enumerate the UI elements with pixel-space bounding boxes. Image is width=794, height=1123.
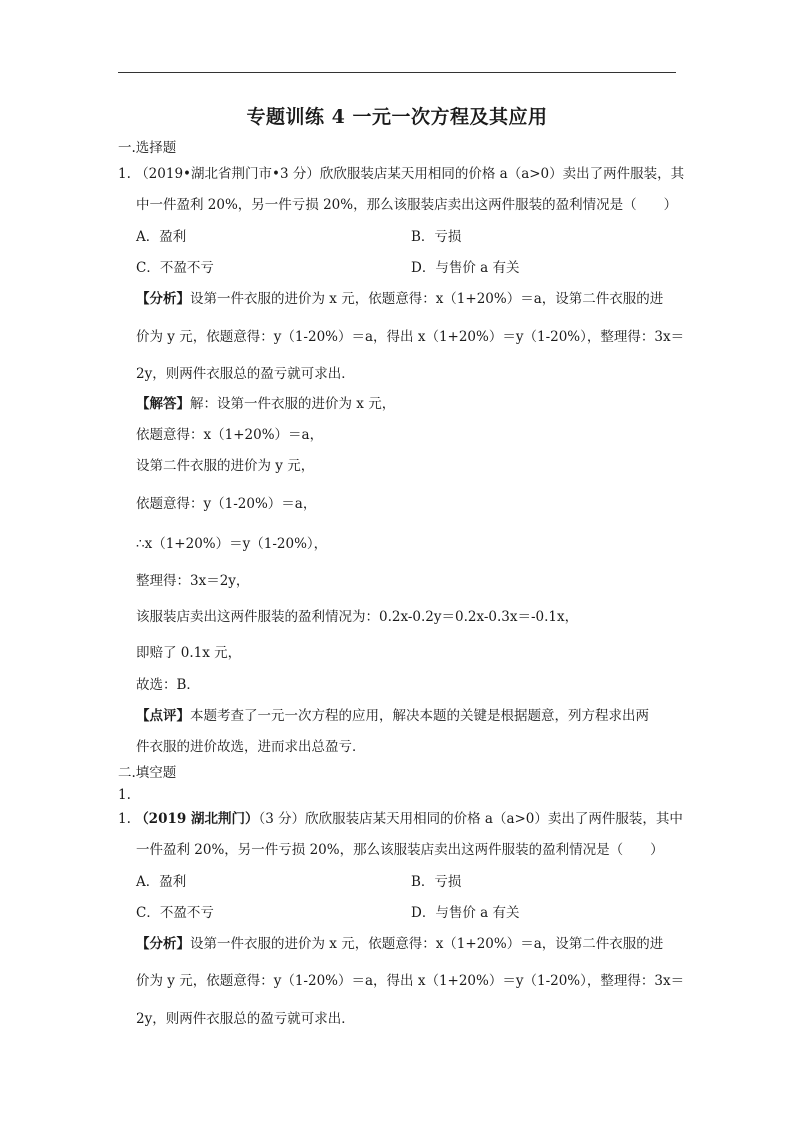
analysis-text: 设第一件衣服的进价为 x 元，依题意得：x（1+20%）＝a，设第二件衣服的进 bbox=[190, 291, 664, 307]
analysis-line-3: 2y，则两件衣服总的盈亏就可求出． bbox=[136, 366, 355, 382]
question-source: （2019 湖北荆门） bbox=[135, 811, 259, 827]
answer-line-3: 设第二件衣服的进价为 y 元， bbox=[136, 458, 315, 474]
analysis-line-2: 价为 y 元，依题意得：y（1-20%）＝a，得出 x（1+20%）＝y（1-20%），整理得：3x＝ bbox=[136, 973, 685, 989]
comment-text: 本题考查了一元一次方程的应用，解决本题的关键是根据题意，列方程求出两 bbox=[190, 708, 649, 724]
answer-line-6: 整理得：3x＝2y， bbox=[136, 573, 250, 589]
comment-line-2: 件衣服的进价故选，进而求出总盈亏． bbox=[136, 739, 366, 755]
question-number: 1. bbox=[118, 811, 131, 827]
question-2-stem-line-1 bbox=[118, 810, 683, 828]
section-heading-fill: 二.填空题 bbox=[118, 765, 177, 781]
analysis-line-1 bbox=[136, 290, 663, 308]
comment-tag: 【点评】 bbox=[136, 708, 190, 724]
question-stem: （3 分）欣欣服装店某天用相同的价格 a（a>0）卖出了两件服装，其中 bbox=[258, 811, 683, 827]
option-b: B．亏损 bbox=[411, 229, 462, 245]
page-title: 专题训练 4 一元一次方程及其应用 bbox=[246, 106, 548, 128]
option-a: A．盈利 bbox=[136, 874, 187, 890]
answer-line-9: 故选：B． bbox=[136, 677, 200, 693]
analysis-text: 设第一件衣服的进价为 x 元，依题意得：x（1+20%）＝a，设第二件衣服的进 bbox=[190, 936, 664, 952]
answer-line-2: 依题意得：x（1+20%）＝a， bbox=[136, 427, 324, 443]
analysis-line-2: 价为 y 元，依题意得：y（1-20%）＝a，得出 x（1+20%）＝y（1-20%），整理得：3x＝ bbox=[136, 329, 685, 345]
analysis-line-3: 2y，则两件衣服总的盈亏就可求出． bbox=[136, 1011, 355, 1027]
answer-line-8: 即赔了 0.1x 元， bbox=[136, 645, 242, 661]
question-1-stem-line-1 bbox=[118, 165, 684, 183]
section-heading-choice: 一.选择题 bbox=[118, 140, 177, 156]
question-stem: （2019•湖北省荆门市•3 分）欣欣服装店某天用相同的价格 a（a>0）卖出了两件服装，其 bbox=[135, 166, 685, 182]
option-d: D．与售价 a 有关 bbox=[411, 260, 520, 276]
option-c: C．不盈不亏 bbox=[136, 260, 214, 276]
blank-question-number: 1. bbox=[118, 787, 131, 803]
answer-text: 解：设第一件衣服的进价为 x 元， bbox=[190, 396, 396, 412]
option-b: B．亏损 bbox=[411, 874, 462, 890]
answer-line-4: 依题意得：y（1-20%）＝a， bbox=[136, 496, 317, 512]
question-2-stem-line-2: 一件盈利 20%，另一件亏损 20%，那么该服装店卖出这两件服装的盈利情况是（ ） bbox=[136, 842, 664, 858]
analysis-tag: 【分析】 bbox=[136, 936, 190, 952]
question-1-stem-line-2: 中一件盈利 20%，另一件亏损 20%，那么该服装店卖出这两件服装的盈利情况是（ ） bbox=[136, 197, 678, 213]
analysis-line-1 bbox=[136, 935, 663, 953]
header-rule bbox=[118, 72, 676, 73]
option-d: D．与售价 a 有关 bbox=[411, 905, 520, 921]
answer-line-7: 该服装店卖出这两件服装的盈利情况为：0.2x-0.2y＝0.2x-0.3x＝-0.1x， bbox=[136, 609, 579, 625]
answer-tag: 【解答】 bbox=[136, 396, 190, 412]
answer-line-5: ∴x（1+20%）＝y（1-20%）， bbox=[136, 536, 328, 552]
option-a: A．盈利 bbox=[136, 229, 187, 245]
comment-line-1 bbox=[136, 707, 649, 725]
question-number: 1. bbox=[118, 166, 131, 182]
analysis-tag: 【分析】 bbox=[136, 291, 190, 307]
option-c: C．不盈不亏 bbox=[136, 905, 214, 921]
answer-line-1 bbox=[136, 395, 395, 413]
